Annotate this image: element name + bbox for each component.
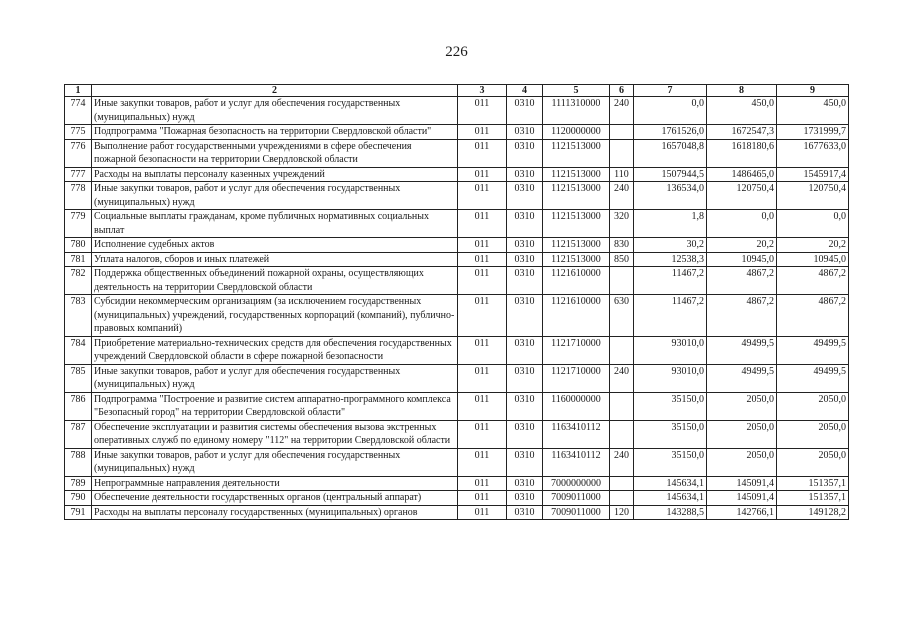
row-code-expense-type: 320 bbox=[610, 210, 634, 238]
header-cell: 4 bbox=[507, 85, 543, 97]
row-code-target: 1121610000 bbox=[543, 295, 610, 337]
row-code-section: 0310 bbox=[507, 238, 543, 253]
row-code-target: 1121513000 bbox=[543, 182, 610, 210]
row-number: 774 bbox=[65, 97, 92, 125]
row-name: Непрограммные направления деятельности bbox=[92, 476, 458, 491]
table-row bbox=[65, 182, 849, 210]
row-amount-year-3: 20,2 bbox=[777, 238, 849, 253]
row-amount-year-3: 49499,5 bbox=[777, 364, 849, 392]
row-amount-year-2: 4867,2 bbox=[707, 267, 777, 295]
row-code-ministry: 011 bbox=[458, 476, 507, 491]
row-name: Иные закупки товаров, работ и услуг для обеспечения государственных (муниципальных) нужд bbox=[92, 182, 458, 210]
row-code-ministry: 011 bbox=[458, 182, 507, 210]
row-number: 786 bbox=[65, 392, 92, 420]
row-code-section: 0310 bbox=[507, 491, 543, 506]
row-amount-year-1: 1657048,8 bbox=[634, 139, 707, 167]
header-cell: 9 bbox=[777, 85, 849, 97]
header-cell: 7 bbox=[634, 85, 707, 97]
row-amount-year-1: 136534,0 bbox=[634, 182, 707, 210]
row-amount-year-2: 1618180,6 bbox=[707, 139, 777, 167]
row-amount-year-2: 4867,2 bbox=[707, 295, 777, 337]
row-name: Обеспечение деятельности государственных органов (центральный аппарат) bbox=[92, 491, 458, 506]
row-amount-year-2: 20,2 bbox=[707, 238, 777, 253]
row-amount-year-3: 4867,2 bbox=[777, 295, 849, 337]
row-code-section: 0310 bbox=[507, 392, 543, 420]
row-code-section: 0310 bbox=[507, 448, 543, 476]
row-code-ministry: 011 bbox=[458, 125, 507, 140]
row-code-target: 1121513000 bbox=[543, 252, 610, 267]
table-row bbox=[65, 238, 849, 253]
row-amount-year-3: 1731999,7 bbox=[777, 125, 849, 140]
row-name: Социальные выплаты гражданам, кроме публичных нормативных социальных выплат bbox=[92, 210, 458, 238]
row-code-target: 7009011000 bbox=[543, 491, 610, 506]
row-number: 785 bbox=[65, 364, 92, 392]
row-code-section: 0310 bbox=[507, 267, 543, 295]
row-name: Приобретение материально-технических средств для обеспечения государственных учреждений Свердловской области в сфере пожарной безопасности bbox=[92, 336, 458, 364]
row-amount-year-3: 450,0 bbox=[777, 97, 849, 125]
table-row bbox=[65, 167, 849, 182]
table-row bbox=[65, 448, 849, 476]
row-code-expense-type bbox=[610, 125, 634, 140]
row-amount-year-2: 145091,4 bbox=[707, 491, 777, 506]
row-code-target: 1121610000 bbox=[543, 267, 610, 295]
table-body bbox=[65, 97, 849, 520]
row-code-expense-type: 110 bbox=[610, 167, 634, 182]
row-code-ministry: 011 bbox=[458, 295, 507, 337]
row-amount-year-3: 151357,1 bbox=[777, 491, 849, 506]
row-number: 782 bbox=[65, 267, 92, 295]
row-code-ministry: 011 bbox=[458, 252, 507, 267]
row-amount-year-2: 49499,5 bbox=[707, 336, 777, 364]
row-code-expense-type bbox=[610, 139, 634, 167]
budget-table bbox=[64, 84, 849, 520]
table-row bbox=[65, 420, 849, 448]
row-code-section: 0310 bbox=[507, 295, 543, 337]
row-amount-year-3: 0,0 bbox=[777, 210, 849, 238]
row-code-target: 7000000000 bbox=[543, 476, 610, 491]
row-code-target: 1121710000 bbox=[543, 364, 610, 392]
row-code-target: 1163410112 bbox=[543, 448, 610, 476]
table-row bbox=[65, 210, 849, 238]
row-code-target: 1121513000 bbox=[543, 238, 610, 253]
row-amount-year-1: 1507944,5 bbox=[634, 167, 707, 182]
row-code-ministry: 011 bbox=[458, 139, 507, 167]
row-amount-year-3: 149128,2 bbox=[777, 505, 849, 520]
row-name: Выполнение работ государственными учреждениями в сфере обеспечения пожарной безопасности на территории Свердловской области bbox=[92, 139, 458, 167]
row-code-ministry: 011 bbox=[458, 505, 507, 520]
row-amount-year-2: 1672547,3 bbox=[707, 125, 777, 140]
row-number: 775 bbox=[65, 125, 92, 140]
header-cell: 1 bbox=[65, 85, 92, 97]
row-number: 788 bbox=[65, 448, 92, 476]
table-row bbox=[65, 491, 849, 506]
row-name: Расходы на выплаты персоналу государственных (муниципальных) органов bbox=[92, 505, 458, 520]
row-number: 781 bbox=[65, 252, 92, 267]
row-code-target: 1111310000 bbox=[543, 97, 610, 125]
row-code-section: 0310 bbox=[507, 210, 543, 238]
table-row bbox=[65, 476, 849, 491]
row-amount-year-2: 1486465,0 bbox=[707, 167, 777, 182]
row-code-section: 0310 bbox=[507, 420, 543, 448]
row-amount-year-1: 1761526,0 bbox=[634, 125, 707, 140]
row-name: Обеспечение эксплуатации и развития системы обеспечения вызова экстренных оперативных служб по единому номеру "112" на территории Свердловской области bbox=[92, 420, 458, 448]
row-code-ministry: 011 bbox=[458, 238, 507, 253]
row-amount-year-2: 2050,0 bbox=[707, 420, 777, 448]
row-code-ministry: 011 bbox=[458, 420, 507, 448]
row-code-expense-type bbox=[610, 491, 634, 506]
row-code-target: 1120000000 bbox=[543, 125, 610, 140]
row-name: Уплата налогов, сборов и иных платежей bbox=[92, 252, 458, 267]
row-number: 778 bbox=[65, 182, 92, 210]
row-code-expense-type: 630 bbox=[610, 295, 634, 337]
row-code-ministry: 011 bbox=[458, 448, 507, 476]
row-name: Субсидии некоммерческим организациям (за исключением государственных (муниципальных) учреждений, государственных корпораций (компаний), публично-правовых компаний) bbox=[92, 295, 458, 337]
row-code-expense-type bbox=[610, 476, 634, 491]
row-amount-year-3: 2050,0 bbox=[777, 448, 849, 476]
row-number: 789 bbox=[65, 476, 92, 491]
row-amount-year-1: 143288,5 bbox=[634, 505, 707, 520]
row-amount-year-2: 0,0 bbox=[707, 210, 777, 238]
table-row bbox=[65, 125, 849, 140]
row-amount-year-1: 0,0 bbox=[634, 97, 707, 125]
page-number: 226 bbox=[445, 44, 468, 60]
row-code-ministry: 011 bbox=[458, 97, 507, 125]
table-row bbox=[65, 295, 849, 337]
row-name: Иные закупки товаров, работ и услуг для обеспечения государственных (муниципальных) нужд bbox=[92, 448, 458, 476]
row-code-expense-type: 120 bbox=[610, 505, 634, 520]
row-code-expense-type: 830 bbox=[610, 238, 634, 253]
row-amount-year-1: 93010,0 bbox=[634, 364, 707, 392]
row-code-expense-type bbox=[610, 267, 634, 295]
row-code-expense-type bbox=[610, 392, 634, 420]
row-number: 791 bbox=[65, 505, 92, 520]
row-number: 779 bbox=[65, 210, 92, 238]
table-row bbox=[65, 505, 849, 520]
row-code-expense-type: 240 bbox=[610, 364, 634, 392]
row-amount-year-1: 11467,2 bbox=[634, 295, 707, 337]
header-cell: 6 bbox=[610, 85, 634, 97]
row-code-ministry: 011 bbox=[458, 491, 507, 506]
row-amount-year-3: 4867,2 bbox=[777, 267, 849, 295]
row-amount-year-2: 10945,0 bbox=[707, 252, 777, 267]
row-number: 776 bbox=[65, 139, 92, 167]
row-code-expense-type: 240 bbox=[610, 182, 634, 210]
row-code-target: 1121710000 bbox=[543, 336, 610, 364]
row-code-section: 0310 bbox=[507, 505, 543, 520]
row-amount-year-3: 10945,0 bbox=[777, 252, 849, 267]
row-amount-year-1: 30,2 bbox=[634, 238, 707, 253]
row-code-section: 0310 bbox=[507, 125, 543, 140]
row-number: 777 bbox=[65, 167, 92, 182]
row-code-ministry: 011 bbox=[458, 364, 507, 392]
row-amount-year-3: 120750,4 bbox=[777, 182, 849, 210]
row-name: Расходы на выплаты персоналу казенных учреждений bbox=[92, 167, 458, 182]
row-amount-year-2: 2050,0 bbox=[707, 392, 777, 420]
row-name: Иные закупки товаров, работ и услуг для обеспечения государственных (муниципальных) нужд bbox=[92, 97, 458, 125]
row-amount-year-1: 35150,0 bbox=[634, 448, 707, 476]
row-amount-year-3: 151357,1 bbox=[777, 476, 849, 491]
row-code-expense-type: 240 bbox=[610, 448, 634, 476]
row-code-expense-type: 240 bbox=[610, 97, 634, 125]
row-code-section: 0310 bbox=[507, 97, 543, 125]
row-amount-year-3: 1545917,4 bbox=[777, 167, 849, 182]
row-code-ministry: 011 bbox=[458, 392, 507, 420]
row-amount-year-2: 142766,1 bbox=[707, 505, 777, 520]
header-cell: 5 bbox=[543, 85, 610, 97]
row-amount-year-2: 450,0 bbox=[707, 97, 777, 125]
row-amount-year-1: 12538,3 bbox=[634, 252, 707, 267]
table-row bbox=[65, 139, 849, 167]
row-name: Иные закупки товаров, работ и услуг для обеспечения государственных (муниципальных) нужд bbox=[92, 364, 458, 392]
row-code-expense-type: 850 bbox=[610, 252, 634, 267]
table-row bbox=[65, 267, 849, 295]
row-code-target: 1121513000 bbox=[543, 167, 610, 182]
row-number: 780 bbox=[65, 238, 92, 253]
header-row bbox=[65, 85, 849, 97]
row-amount-year-3: 1677633,0 bbox=[777, 139, 849, 167]
row-code-target: 1121513000 bbox=[543, 139, 610, 167]
row-amount-year-2: 2050,0 bbox=[707, 448, 777, 476]
row-code-ministry: 011 bbox=[458, 167, 507, 182]
row-number: 783 bbox=[65, 295, 92, 337]
table-row bbox=[65, 97, 849, 125]
row-code-ministry: 011 bbox=[458, 267, 507, 295]
row-amount-year-3: 49499,5 bbox=[777, 336, 849, 364]
row-amount-year-1: 145634,1 bbox=[634, 491, 707, 506]
row-name: Подпрограмма "Пожарная безопасность на территории Свердловской области" bbox=[92, 125, 458, 140]
table-row bbox=[65, 336, 849, 364]
row-amount-year-1: 93010,0 bbox=[634, 336, 707, 364]
row-name: Поддержка общественных объединений пожарной охраны, осуществляющих деятельность на территории Свердловской области bbox=[92, 267, 458, 295]
row-name: Подпрограмма "Построение и развитие систем аппаратно-программного комплекса "Безопасный город" на территории Свердловской области" bbox=[92, 392, 458, 420]
row-number: 790 bbox=[65, 491, 92, 506]
row-code-section: 0310 bbox=[507, 336, 543, 364]
row-number: 784 bbox=[65, 336, 92, 364]
row-amount-year-1: 11467,2 bbox=[634, 267, 707, 295]
row-code-section: 0310 bbox=[507, 252, 543, 267]
row-number: 787 bbox=[65, 420, 92, 448]
table-row bbox=[65, 364, 849, 392]
row-amount-year-2: 120750,4 bbox=[707, 182, 777, 210]
row-code-expense-type bbox=[610, 420, 634, 448]
row-code-section: 0310 bbox=[507, 139, 543, 167]
row-amount-year-1: 1,8 bbox=[634, 210, 707, 238]
row-code-target: 1163410112 bbox=[543, 420, 610, 448]
row-amount-year-3: 2050,0 bbox=[777, 420, 849, 448]
row-code-ministry: 011 bbox=[458, 336, 507, 364]
row-amount-year-1: 35150,0 bbox=[634, 392, 707, 420]
row-code-target: 1121513000 bbox=[543, 210, 610, 238]
header-cell: 3 bbox=[458, 85, 507, 97]
table-row bbox=[65, 392, 849, 420]
row-name: Исполнение судебных актов bbox=[92, 238, 458, 253]
row-code-section: 0310 bbox=[507, 364, 543, 392]
row-code-ministry: 011 bbox=[458, 210, 507, 238]
row-amount-year-1: 145634,1 bbox=[634, 476, 707, 491]
row-amount-year-1: 35150,0 bbox=[634, 420, 707, 448]
row-code-section: 0310 bbox=[507, 167, 543, 182]
row-code-expense-type bbox=[610, 336, 634, 364]
row-code-target: 1160000000 bbox=[543, 392, 610, 420]
table-row bbox=[65, 252, 849, 267]
header-cell: 2 bbox=[92, 85, 458, 97]
header-cell: 8 bbox=[707, 85, 777, 97]
row-code-section: 0310 bbox=[507, 182, 543, 210]
row-code-target: 7009011000 bbox=[543, 505, 610, 520]
row-amount-year-2: 49499,5 bbox=[707, 364, 777, 392]
row-amount-year-2: 145091,4 bbox=[707, 476, 777, 491]
row-code-section: 0310 bbox=[507, 476, 543, 491]
row-amount-year-3: 2050,0 bbox=[777, 392, 849, 420]
